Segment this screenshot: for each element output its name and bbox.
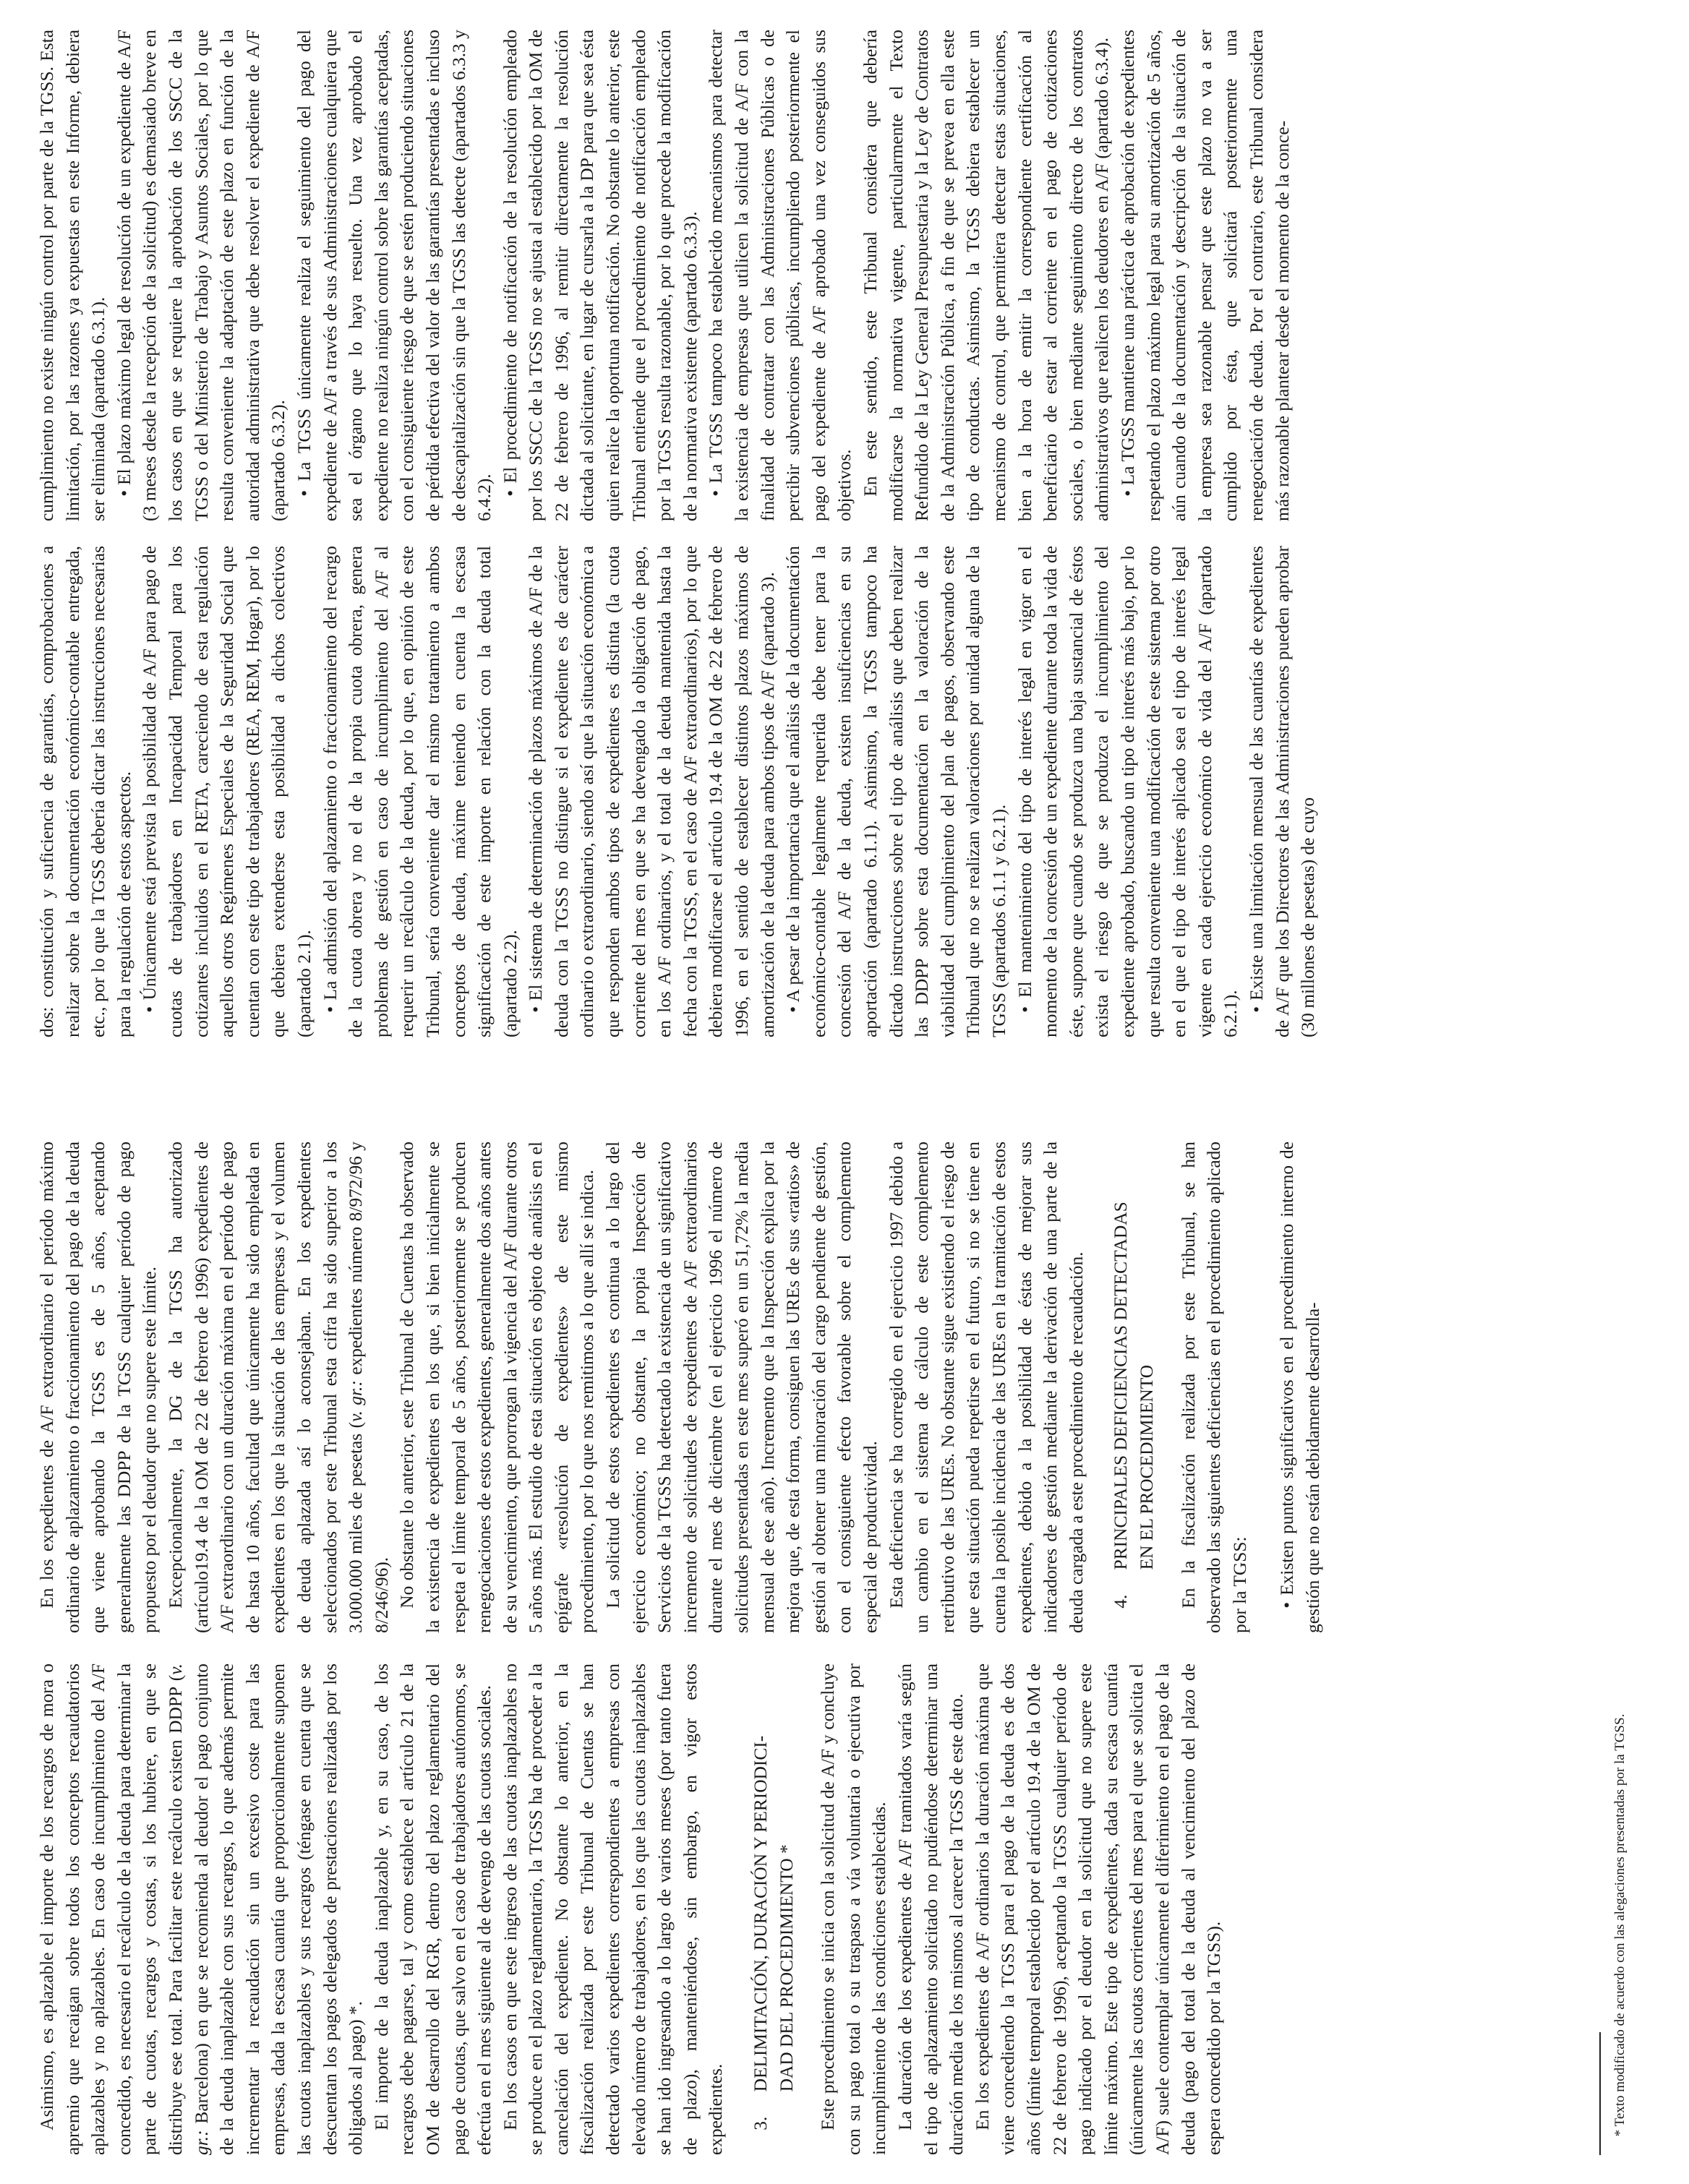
bullet-item: • El plazo máximo legal de resolución de un expediente de A/F (3 meses desde la recepción de la solicitud) es demasiado breve en los casos en que se requiere la aprobación de los SSCC de la TGSS o del Ministerio de Trabajo y Asuntos Sociales, por lo que resulta conveniente la adaptación de este plazo en función de la autoridad administrativa que debe resolver el expediente de A/F (apartado 6.3.2). (114, 30, 289, 521)
paragraph: dos: constitución y suficiencia de garantías, comprobaciones a realizar sobre la documentación económico-contable entregada, etc., por lo que la TGSS debería dictar las instrucciones necesarias para la regulación de estos aspectos. (37, 546, 134, 1037)
paragraph: Esta deficiencia se ha corregido en el ejercicio 1997 debido a un cambio en el sistema de cálculo de este complemento retributivo de las UREs. No obstante sigue existiendo el riesgo de que esta situación pueda repetirse en el futuro, si no se tiene en cuenta la posible incidencia de las UREs en la tramitación de estos expedientes, debido a la posibilidad de éstas de mejorar sus indicadores de gestión mediante la derivación de una parte de la deuda cargada a este procedimiento de recaudación. (886, 1142, 1087, 1633)
paragraph: El importe de la deuda inaplazable y, en su caso, de los recargos debe pagarse, tal y como establece el artículo 21 de la OM de desarrollo del RGR, dentro del plazo reglamentario del pago de cuotas, que salvo en el caso de trabajadores autónomos, se efectúa en el mes siguiente al de devengo de las cuotas sociales. (371, 1663, 495, 2155)
paragraph: En los expedientes de A/F ordinarios la duración máxima que viene concediendo la TGSS para el pago de la deuda es de dos años (límite temporal establecido por el artículo 19.4 de la OM de 22 de febrero de 1996), aceptando la TGSS cualquier período de pago indicado por el deudor en la solicitud que no supere este límite máximo. Este tipo de expedientes, dada su escasa cuantía (únicamente las cuotas corrientes del mes para el que se solicita el A/F) suele contemplar únicamente el diferimiento en el pago de la deuda (pago del total de la deuda al vencimiento del plazo de espera concedido por la TGSS). (972, 1663, 1225, 2155)
bullet-item: • El mantenimiento del tipo de interés legal en vigor en el momento de la concesión de un expediente durante toda la vida de éste, supone que cuando se produzca una baja sustancial de éstos exista el riesgo de que se produzca el incumplimiento del expediente aprobado, buscando un tipo de interés más bajo, por lo que resulta conveniente una modificación de este sistema por otro en el que el tipo de interés aplicado sea el tipo de interés legal vigente en cada ejercicio económico de vida del A/F (apartado 6.2.1). (1014, 546, 1241, 1037)
section-heading-3: 3.DELIMITACIÓN, DURACIÓN Y PERIODICI- DAD DEL PROCEDIMIENTO * (751, 1735, 797, 2131)
paragraph: En los casos en que este ingreso de las cuotas inaplazables no se produce en el plazo reglamentario, la TGSS ha de proceder a la cancelación del expediente. No obstante lo anterior, en la fiscalización realizada por este Tribunal de Cuentas se han detectado varios expedientes correspondientes a empresas con elevado número de trabajadores, en los que las cuotas inaplazables se han ido ingresando a lo largo de varios meses (por tanto fuera de plazo), manteniéndose, sin embargo, en vigor estos expedientes. (500, 1663, 727, 2155)
text-column-4 (35, 30, 1654, 521)
bullet-item: • La TGSS únicamente realiza el seguimiento del pago del expediente de A/F a través de sus Administraciones cualquiera que sea el órgano que lo haya resuelto. Una vez aprobado el expediente no realiza ningún control sobre las garantías aceptadas, con el consiguiente riesgo de que se estén produciendo situaciones de pérdida efectiva del valor de las garantías presentadas e incluso de descapitalización sin que la TGSS las detecte (apartados 6.3.3 y 6.4.2). (294, 30, 495, 521)
bullet-item: • La TGSS mantiene una práctica de aprobación de expedientes respetando el plazo máximo legal para su amortización de 5 años, aún cuando de la documentación y descripción de la situación de la empresa sea razonable pensar que este plazo no va a ser cumplido por ésta, que solicitará posteriormente una renegociación de deuda. Por el contrario, este Tribunal considera más razonable plantear desde el momento de la conce- (1117, 30, 1293, 521)
paragraph: Asimismo, es aplazable el importe de los recargos de mora o apremio que recaigan sobre todos los conceptos recaudatorios aplazables y no aplazables. En caso de incumplimiento del A/F concedido, es necesario el recálculo de la deuda para determinar la parte de cuotas, recargos y costas, si los hubiere, en que se distribuye ese total. Para facilitar este recálculo existen DDPP (v. gr.: Barcelona) en que se recomienda al deudor el pago conjunto de la deuda inaplazable con sus recargos, lo que además permite incrementar la recaudación sin un excesivo coste para las empresas, dada la escasa cuantía que proporcionalmente suponen las cuotas inaplazables y sus recargos (téngase en cuenta que se descuentan los pagos delegados de prestaciones realizadas por los obligados al pago) *. (37, 1663, 367, 2155)
bullet-item: • Únicamente está prevista la posibilidad de A/F para pago de cuotas de trabajadores en Incapacidad Temporal para los cotizantes incluidos en el RETA, careciendo de esta regulación aquellos otros Regímenes Especiales de la Seguridad Social que cuentan con este tipo de trabajadores (REA, REM, Hogar), por lo que debiera extenderse esta posibilidad a dichos colectivos (apartado 2.1). (140, 546, 315, 1037)
paragraph: En los expedientes de A/F extraordinario el período máximo ordinario de aplazamiento o fraccionamiento del pago de la deuda que viene aprobando la TGSS es de 5 años, aceptando generalmente las DDPP de la TGSS cualquier período de pago propuesto por el deudor que no supere este límite. (37, 1142, 161, 1633)
text-column-3 (35, 546, 1654, 1037)
text-column-1 (35, 1663, 1654, 2155)
paragraph: En la fiscalización realizada por este Tribunal, se han observado las siguientes deficiencias en el procedimiento aplicado por la TGSS: (1178, 1142, 1250, 1633)
paragraph: Este procedimiento se inicia con la solicitud de A/F y concluye con su pago total o su traspaso a vía voluntaria o ejecutiva por incumplimiento de las condiciones establecidas. (818, 1663, 890, 2155)
footnote: * Texto modificado de acuerdo con las alegaciones presentadas por la TGSS. (1612, 1713, 1628, 2137)
footnote-divider (1599, 2032, 1601, 2155)
paragraph: En este sentido, este Tribunal considera que debería modificarse la normativa vigente, particularmente el Texto Refundido de la Ley General Presupuestaria y la Ley de Contratos de la Administración Pública, a fin de que se prevea en ella este tipo de conductas. Asimismo, la TGSS debiera establecer un mecanismo de control, que permitiera detectar estas situaciones, bien a la hora de emitir la correspondiente certificación al beneficiario de estar al corriente en el pago de cotizaciones sociales, o bien mediante seguimiento directo de los contratos administrativos que realicen los deudores en A/F (apartado 6.3.4). (860, 30, 1113, 521)
bullet-item: • La TGSS tampoco ha establecido mecanismos para detectar la existencia de empresas que utilicen la solicitud de A/F con la finalidad de contratar con las Administraciones Públicas o de percibir subvenciones públicas, incumpliendo posteriormente el pago del expediente de A/F aprobado una vez conseguidos sus objetivos. (706, 30, 855, 521)
paragraph: cumplimiento no existe ningún control por parte de la TGSS. Esta limitación, por las razones ya expuestas en este Informe, debiera ser eliminada (apartado 6.3.1). (37, 30, 109, 521)
paragraph: Excepcionalmente, la DG de la TGSS ha autorizado (artículo19.4 de la OM de 22 de febrero de 1996) expedientes de A/F extraordinario con un duración máxima en el período de pago de hasta 10 años, facultad que únicamente ha sido empleada en expedientes en los que la situación de las empresas y el volumen de deuda aplazada así lo aconsejaban. En los expedientes seleccionados por este Tribunal esta cifra ha sido superior a los 3.000.000 miles de pesetas (v. gr.: expedientes número 8/972/96 y 8/246/96). (165, 1142, 392, 1633)
text-column-2 (35, 1142, 1654, 1633)
paragraph: La duración de los expedientes de A/F tramitados varía según el tipo de aplazamiento solicitado no pudiéndose determinar una duración media de los mismos al carecer la TGSS de este dato. (895, 1663, 967, 2155)
section-heading-4: 4.PRINCIPALES DEFICIENCIAS DETECTADAS EN EL PROCEDIMIENTO (1111, 1202, 1157, 1609)
bullet-item: • El procedimiento de notificación de la resolución empleado por los SSCC de la TGSS no se ajusta al establecido por la OM de 22 de febrero de 1996, al remitir directamente la resolución dictada al solicitante, en lugar de cursarla a la DP para que sea ésta quien realice la oportuna notificación. No obstante lo anterior, este Tribunal entiende que el procedimiento de notificación empleado por la TGSS resulta razonable, por lo que procede la modificación de la normativa existente (apartado 6.3.3). (500, 30, 701, 521)
bullet-item: • A pesar de la importancia que el análisis de la documentación económico-contable legalmente requerida debe tener para la concesión del A/F de la deuda, existen insuficiencias en su aportación (apartado 6.1.1). Asimismo, la TGSS tampoco ha dictado instrucciones sobre el tipo de análisis que deben realizar las DDPP sobre esta documentación en la valoración de la viabilidad del cumplimiento del plan de pagos, observando este Tribunal que no se realizan valoraciones por unidad alguna de la TGSS (apartados 6.1.1 y 6.2.1). (783, 546, 1009, 1037)
bullet-item: • La admisión del aplazamiento o fraccionamiento del recargo de la cuota obrera y no el de la propia cuota obrera, genera problemas de gestión en caso de incumplimiento del A/F al requerir un recálculo de la deuda, por lo que, en opinión de este Tribunal, sería conveniente dar el mismo tratamiento a ambos conceptos de deuda, máxime teniendo en cuenta la escasa significación de este importe en relación con la deuda total (apartado 2.2). (320, 546, 521, 1037)
paragraph: La solicitud de estos expedientes es continua a lo largo del ejercicio económico; no obstante, la propia Inspección de Servicios de la TGSS ha detectado la existencia de un significativo incremento de solicitudes de expedientes de A/F extraordinarios durante el mes de diciembre (en el ejercicio 1996 el número de solicitudes presentadas en este mes superó en un 51,72% la media mensual de ese año). Incremento que la Inspección explica por la mejora que, de esta forma, consiguen las UREs de sus «ratios» de gestión al obtener una minoración del cargo pendiente de gestión, con el consiguiente efecto favorable sobre el complemento especial de productividad. (603, 1142, 881, 1633)
bullet-item: • Existe una limitación mensual de las cuantías de expedientes de A/F que los Directores de las Administraciones pueden aprobar (30 millones de pesetas) de cuyo (1246, 546, 1319, 1037)
paragraph: No obstante lo anterior, este Tribunal de Cuentas ha observado la existencia de expedientes en los que, si bien inicialmente se respeta el límite temporal de 5 años, posteriormente se producen renegociaciones de estos expedientes, generalmente dos años antes de su vencimiento, que prorrogan la vigencia del A/F durante otros 5 años más. El estudio de esta situación es objeto de análisis en el epígrafe «resolución de expedientes» de este mismo procedimiento, por lo que nos remitimos a lo que allí se indica. (397, 1142, 598, 1633)
bullet-item: • El sistema de determinación de plazos máximos de A/F de la deuda con la TGSS no distingue si el expediente es de carácter ordinario o extraordinario, siendo así que la situación económica a que responden ambos tipos de expedientes es distinta (la cuota corriente del mes en que se ha devengado la obligación de pago, en los A/F ordinarios, y el total de la deuda mantenida hasta la fecha con la TGSS, en el caso de A/F extraordinarios), por lo que debiera modificarse el artículo 19.4 de la OM de 22 de febrero de 1996, en el sentido de establecer distintos plazos máximos de amortización de la deuda para ambos tipos de A/F (apartado 3). (526, 546, 778, 1037)
bullet-item: • Existen puntos significativos en el procedimiento interno de gestión que no están debidamente desarrolla- (1277, 1142, 1323, 1633)
